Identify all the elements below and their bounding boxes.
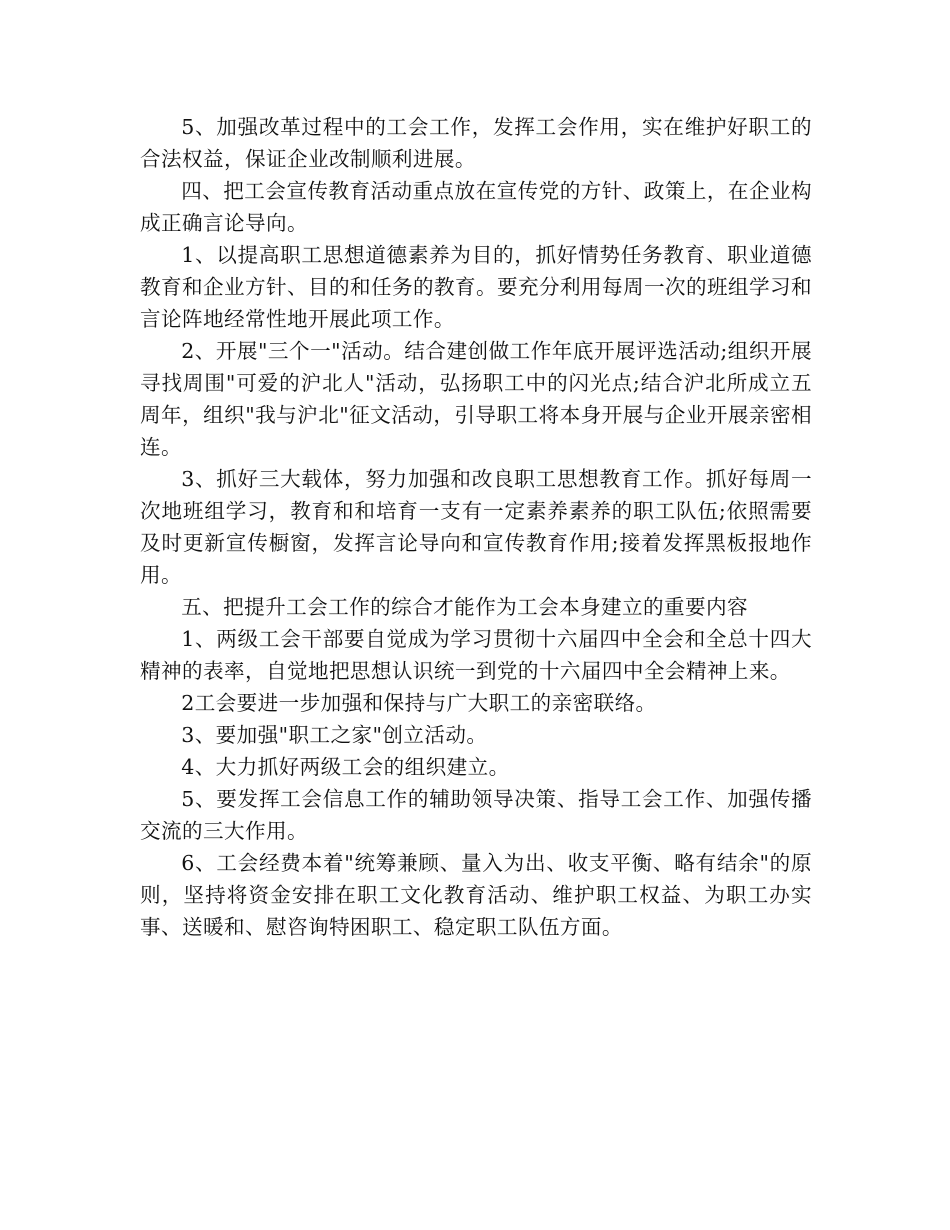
paragraph-information-work: 5、要发挥工会信息工作的辅助领导决策、指导工会工作、加强传播交流的三大作用。	[140, 787, 812, 843]
paragraph-staff-contact: 2工会要进一步加强和保持与广大职工的亲密联络。	[181, 691, 657, 715]
heading-section-five: 五、把提升工会工作的综合才能作为工会本身建立的重要内容	[181, 595, 749, 619]
paragraph-cadre-study: 1、两级工会干部要自觉成为学习贯彻十六届四中全会和全总十四大精神的表率，自觉地把思想认识统一到党的十六届四中全会精神上来。	[140, 627, 812, 683]
heading-section-four: 四、把工会宣传教育活动重点放在宣传党的方针、政策上，在企业构成正确言论导向。	[140, 179, 812, 235]
paragraph-workers-home: 3、要加强"职工之家"创立活动。	[181, 723, 488, 747]
paragraph-organization-building: 4、大力抓好两级工会的组织建立。	[181, 755, 510, 779]
paragraph-three-carriers: 3、抓好三大载体，努力加强和改良职工思想教育工作。抓好每周一次地班组学习，教育和和培育一支有一定素养素养的职工队伍;依照需要及时更新宣传橱窗，发挥言论导向和宣传教育作用;接着发挥黑板报地作用。	[140, 467, 812, 587]
paragraph-union-funds: 6、工会经费本着"统筹兼顾、量入为出、收支平衡、略有结余"的原则，坚持将资金安排在职工文化教育活动、维护职工权益、为职工办实事、送暖和、慰咨询特困职工、稳定职工队伍方面。	[140, 851, 812, 939]
document-body	[140, 111, 812, 943]
paragraph-union-work-reform: 5、加强改革过程中的工会工作，发挥工会作用，实在维护好职工的合法权益，保证企业改制顺利进展。	[140, 115, 812, 171]
paragraph-moral-education: 1、以提高职工思想道德素养为目的，抓好情势任务教育、职业道德教育和企业方针、目的和任务的教育。要充分利用每周一次的班组学习和言论阵地经常性地开展此项工作。	[140, 243, 812, 331]
paragraph-three-ones-activity: 2、开展"三个一"活动。结合建创做工作年底开展评选活动;组织开展寻找周围"可爱的沪北人"活动，弘扬职工中的闪光点;结合沪北所成立五周年，组织"我与沪北"征文活动，引导职工将本身开展与企业开展亲密相连。	[140, 339, 812, 459]
